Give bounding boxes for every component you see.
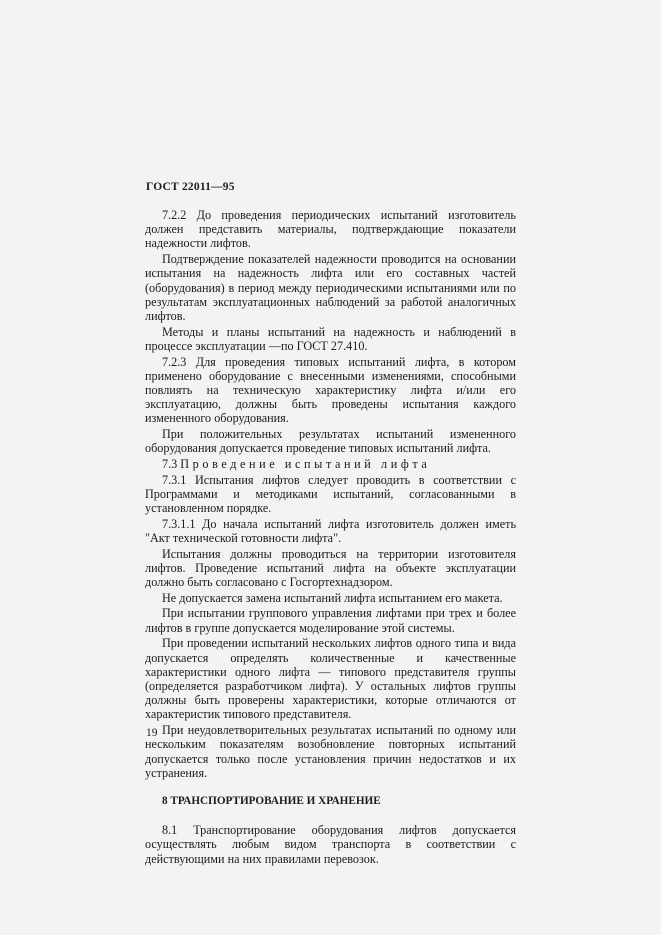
subsection-heading <box>145 457 516 471</box>
paragraph: 8.1 Транспортирование оборудования лифтов допускается осуществлять любым видом транспорта в соответствии с действующими на них правилами перевозок. <box>145 823 516 866</box>
paragraph: При проведении испытаний нескольких лифтов одного типа и вида допускается определять количественные и качественные характеристики одного лифта — типового представителя группы (определяется разработчиком лифта). У остальных лифтов группы должны быть проверены характеристики, которые отличаются от характеристик типового представителя. <box>145 636 516 722</box>
paragraph: При неудовлетворительных результатах испытаний по одному или нескольким показателям возобновление повторных испытаний допускается только после установления причин недостатков и их устранения. <box>145 723 516 780</box>
paragraph: 7.2.2 До проведения периодических испытаний изготовитель должен представить материалы, подтверждающие показатели надежности лифтов. <box>145 208 516 251</box>
paragraph: 7.2.3 Для проведения типовых испытаний лифта, в котором применено оборудование с внесенными изменениями, способными повлиять на техническую характеристику лифта и/или его эксплуатацию, должны быть проведены испытания каждого измененного оборудования. <box>145 354 516 426</box>
paragraph: При положительных результатах испытаний измененного оборудования допускается проведение типовых испытаний лифта. <box>145 427 516 456</box>
paragraph: Методы и планы испытаний на надежность и наблюдений в процессе эксплуатации —по ГОСТ 27.410. <box>145 324 516 353</box>
paragraph: Подтверждение показателей надежности проводится на основании испытания на надежность лифта или его составных частей (оборудования) в период между периодическими испытаниями или по результатам эксплуатационных наблюдений за работой аналогичных лифтов. <box>145 252 516 323</box>
document-header: ГОСТ 22011—95 <box>146 181 235 193</box>
page-number: 19 <box>146 727 158 739</box>
subsection-title: Проведение испытаний лифта <box>180 456 431 471</box>
paragraph: Не допускается замена испытаний лифта испытанием его макета. <box>162 590 503 605</box>
subsection-number: 7.3 <box>162 456 178 471</box>
body-text <box>145 208 516 867</box>
section-title: 8 ТРАНСПОРТИРОВАНИЕ И ХРАНЕНИЕ <box>162 794 381 807</box>
paragraph: 7.3.1 Испытания лифтов следует проводить в соответствии с Программами и методиками испытаний, согласованными в установленном порядке. <box>145 472 516 516</box>
paragraph: 7.3.1.1 До начала испытаний лифта изготовитель должен иметь "Акт технической готовности лифта". <box>145 516 516 545</box>
paragraph: Испытания должны проводиться на территории изготовителя лифтов. Проведение испытаний лифта на объекте эксплуатации должно быть согласовано с Госгортехнадзором. <box>145 546 516 590</box>
paragraph: При испытании группового управления лифтами при трех и более лифтов в группе допускается моделирование этой системы. <box>145 606 516 635</box>
